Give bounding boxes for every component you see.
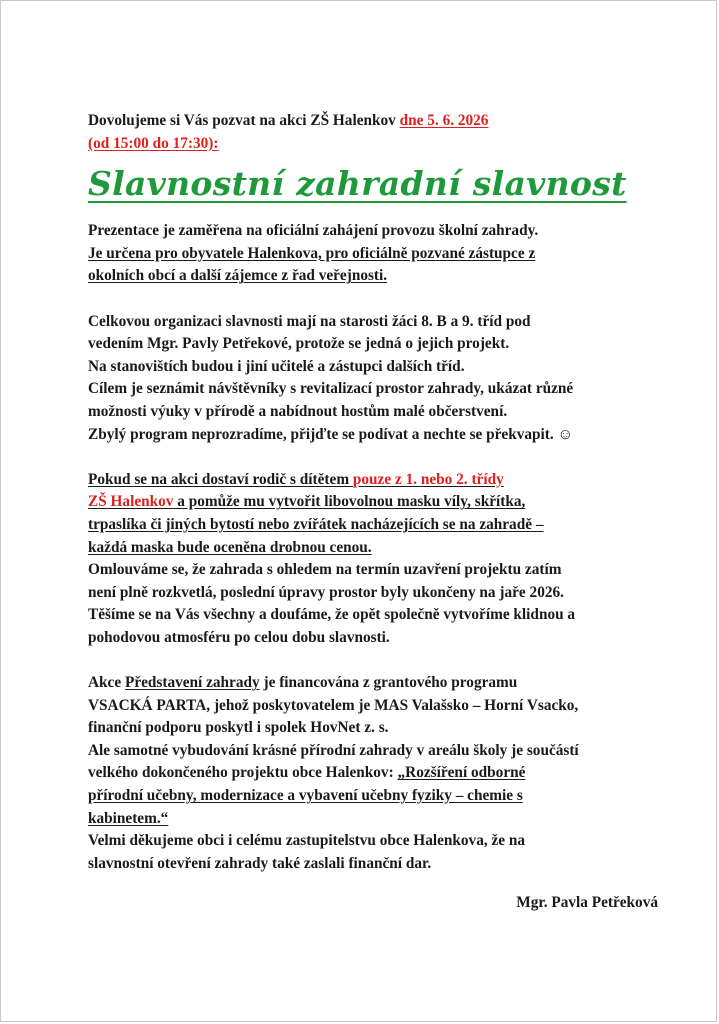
funding-paragraph: Akce Představení zahrady je financována z grantového programu VSACKÁ PARTA, jehož poskytovatelem je MAS Valašsko – Horní Vsacko, finanční podporu poskytl i spolek HovNet z. s. Ale samotné vybudování krásné přírodní zahrady v areálu školy je součástí velkého dokončeného projektu obce Halenkov: „Rozšíření odborné přírodní učebny, modernizace a vybavení učebny fyziky – chemie s kabinetem.“ Velmi děkujeme obci i celému zastupitelstvu obce Halenkova, že na slavnostní otevření zahrady také zaslali finanční dar. (88, 674, 579, 872)
signature: Mgr. Pavla Petřeková (516, 894, 658, 912)
event-date: dne 5. 6. 2026 (399, 112, 489, 129)
intro-paragraph: Prezentace je zaměřena na oficiální zahájení provozu školní zahrady. Je určena pro obyvatele Halenkova, pro oficiálně pozvané zástupce z okolních obcí a další zájemce z řad veřejnosti. (88, 222, 539, 285)
garden-presentation-link: Představení zahrady (124, 674, 260, 692)
invitation-line: Dovolujeme si Vás pozvat na akci ZŠ Halenkov dne 5. 6. 2026 (88, 112, 489, 129)
school-highlight: ZŠ Halenkov (88, 493, 174, 511)
document-body (88, 110, 658, 915)
grade-highlight: pouze z 1. nebo 2. třídy (352, 470, 504, 488)
event-title: Slavnostní zahradní slavnost (88, 164, 627, 204)
event-time: (od 15:00 do 17:30): (88, 134, 219, 152)
organization-paragraph: Celkovou organizaci slavnosti mají na starosti žáci 8. B a 9. tříd pod vedením Mgr. Pavly Petřekové, protože se jedná o jejich projekt. Na stanovištích budou i jiní učitelé a zástupci dalších tříd. Cílem je seznámit návštěvníky s revitalizací prostor zahrady, ukázat různé možnosti výuky v přírodě a nabídnout hostům malé občerstvení. Zbylý program neprozradíme, přijďte se podívat a nechte se překvapit. ☺ (88, 312, 574, 443)
parents-paragraph: Pokud se na akci dostaví rodič s dítětem pouze z 1. nebo 2. třídy ZŠ Halenkov a pomůže mu vytvořit libovolnou masku víly, skřítka, trpaslíka či jiných bytostí nebo zvířátek nacházejících se na zahradě – každá maska bude oceněna drobnou cenou. Omlouváme se, že zahrada s ohledem na termín uzavření projektu zatím není plně rozkvetlá, poslední úpravy prostor byly ukončeny na jaře 2026. Těšíme se na Vás všechny a doufáme, že opět společně vytvoříme klidnou a pohodovou atmosféru po celou dobu slavnosti. (88, 470, 576, 646)
project-name: „Rozšíření odborné (397, 764, 526, 782)
